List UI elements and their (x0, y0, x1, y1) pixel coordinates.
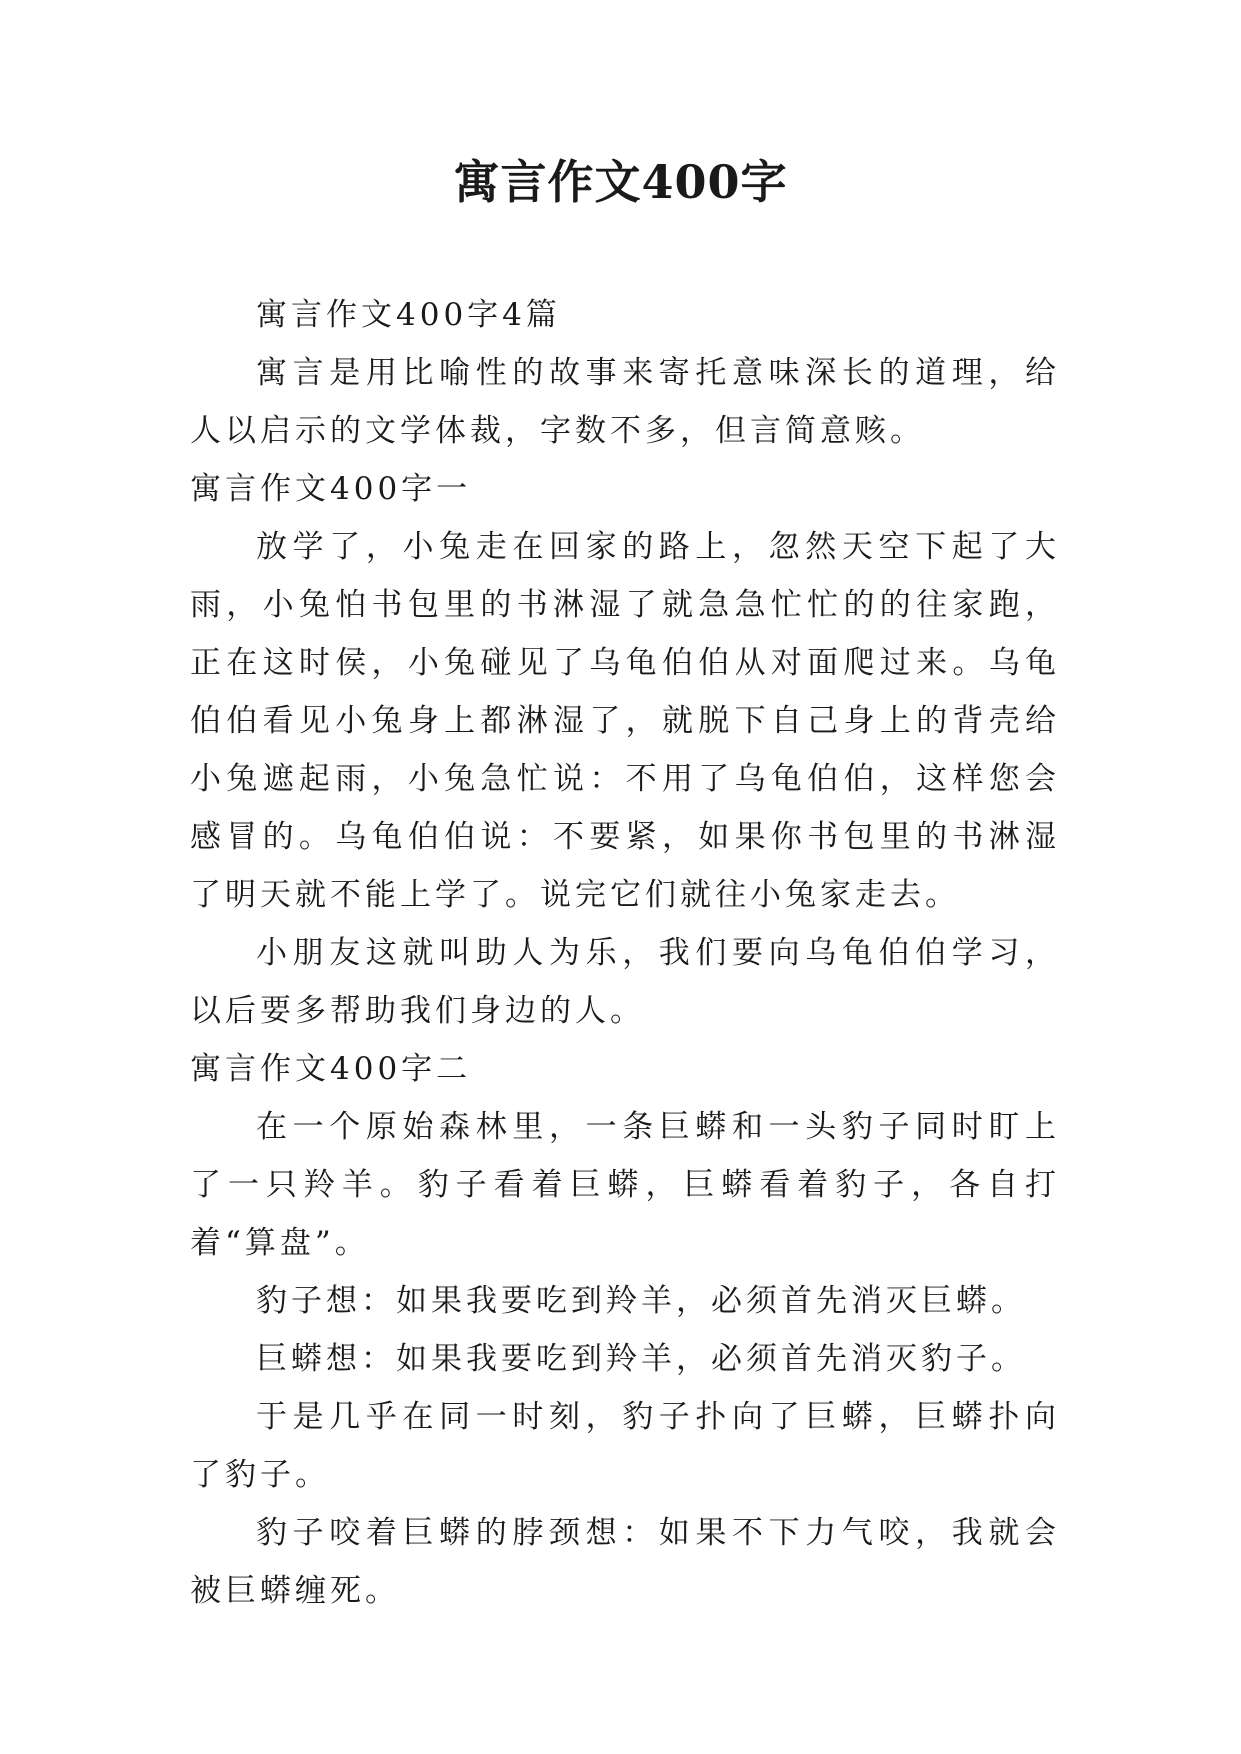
paragraph: 豹子想：如果我要吃到羚羊，必须首先消灭巨蟒。 (256, 1283, 1026, 1319)
paragraph: 于是几乎在同一时刻，豹子扑向了巨蟒，巨蟒扑向了豹子。 (190, 1399, 1060, 1493)
paragraph: 在一个原始森林里，一条巨蟒和一头豹子同时盯上了一只羚羊。豹子看着巨蟒，巨蟒看着豹子，各自打着“算盘”。 (190, 1109, 1060, 1261)
paragraph: 小朋友这就叫助人为乐，我们要向乌龟伯伯学习，以后要多帮助我们身边的人。 (190, 935, 1060, 1029)
paragraph: 寓言作文400字4篇 (256, 297, 561, 333)
document-title: 寓言作文400字 (453, 155, 788, 209)
paragraph: 豹子咬着巨蟒的脖颈想：如果不下力气咬，我就会被巨蟒缠死。 (190, 1515, 1060, 1609)
paragraph: 寓言是用比喻性的故事来寄托意味深长的道理，给人以启示的文学体裁，字数不多，但言简意赅。 (190, 355, 1060, 449)
paragraph: 巨蟒想：如果我要吃到羚羊，必须首先消灭豹子。 (256, 1341, 1026, 1377)
section-heading: 寓言作文400字二 (190, 1051, 472, 1087)
paragraph: 放学了，小兔走在回家的路上，忽然天空下起了大雨，小兔怕书包里的书淋湿了就急急忙忙的的往家跑，正在这时侯，小兔碰见了乌龟伯伯从对面爬过来。乌龟伯伯看见小兔身上都淋湿了，就脱下自己身上的背壳给小兔遮起雨，小兔急忙说：不用了乌龟伯伯，这样您会感冒的。乌龟伯伯说：不要紧，如果你书包里的书淋湿了明天就不能上学了。说完它们就往小兔家走去。 (190, 529, 1060, 913)
section-heading: 寓言作文400字一 (190, 471, 472, 507)
document-body (190, 286, 1060, 1620)
